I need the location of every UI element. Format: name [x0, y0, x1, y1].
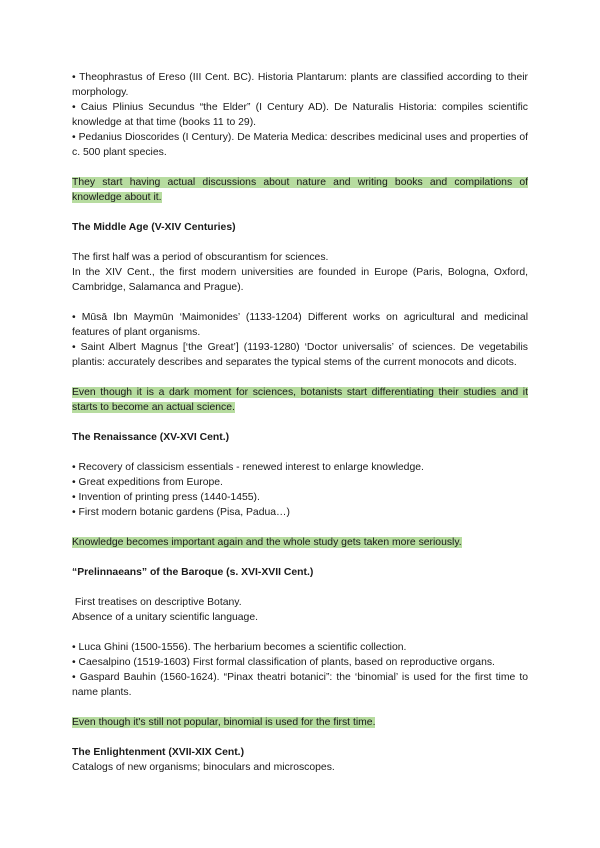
- list-item: • Gaspard Bauhin (1560-1624). “Pinax theatri botanici”: the ‘binomial’ is used for the first time to name plants.: [72, 672, 528, 698]
- paragraph-line: First treatises on descriptive Botany.: [72, 597, 242, 608]
- antiquity-list: [72, 70, 528, 160]
- paragraph-line: In the XIV Cent., the first modern universities are founded in Europe (Paris, Bologna, Oxford, Cambridge, Salamanca and Prague).: [72, 267, 528, 293]
- baroque-list: [72, 640, 528, 700]
- list-item: • Saint Albert Magnus [‘the Great’] (1193-1280) ‘Doctor universalis’ of sciences. De vegetabilis plantis: accurately describes and separates the typical stems of the current monocots and dicots.: [72, 342, 528, 368]
- paragraph-line: The first half was a period of obscurantism for sciences.: [72, 252, 329, 263]
- list-item: • Pedanius Dioscorides (I Century). De Materia Medica: describes medicinal uses and properties of c. 500 plant species.: [72, 132, 528, 158]
- highlight-text: Knowledge becomes important again and the whole study gets taken more seriously.: [72, 537, 462, 548]
- section-heading-enlightenment: The Enlightenment (XVII-XIX Cent.): [72, 747, 245, 758]
- highlight-note: [72, 385, 528, 415]
- paragraph-line: Catalogs of new organisms; binoculars and microscopes.: [72, 762, 335, 773]
- highlight-note: [72, 535, 528, 550]
- renaissance-list: [72, 460, 528, 520]
- list-item: • Recovery of classicism essentials - renewed interest to enlarge knowledge.: [72, 462, 424, 473]
- highlight-note: [72, 175, 528, 205]
- middle-age-list: [72, 310, 528, 370]
- list-item: • Great expeditions from Europe.: [72, 477, 223, 488]
- highlight-text: Even though it is a dark moment for sciences, botanists start differentiating their studies and it starts to become an actual science.: [72, 387, 528, 413]
- list-item: • Mūsā Ibn Maymūn ‘Maimonides’ (1133-1204) Different works on agricultural and medicinal features of plant organisms.: [72, 312, 528, 338]
- list-item: • Caesalpino (1519-1603) First formal classification of plants, based on reproductive organs.: [72, 657, 495, 668]
- list-item: • Luca Ghini (1500-1556). The herbarium becomes a scientific collection.: [72, 642, 407, 653]
- section-heading-baroque: “Prelinnaeans” of the Baroque (s. XVI-XVII Cent.): [72, 567, 314, 578]
- baroque-intro: [72, 595, 528, 625]
- paragraph-line: Absence of a unitary scientific language.: [72, 612, 258, 623]
- highlight-text: Even though it's still not popular, binomial is used for the first time.: [72, 717, 376, 728]
- highlight-note: [72, 715, 528, 730]
- list-item: • Theophrastus of Ereso (III Cent. BC). Historia Plantarum: plants are classified according to their morphology.: [72, 72, 528, 98]
- section-heading-middle-age: The Middle Age (V-XIV Centuries): [72, 222, 236, 233]
- document-page: [72, 70, 528, 775]
- list-item: • Invention of printing press (1440-1455).: [72, 492, 260, 503]
- section-heading-renaissance: The Renaissance (XV-XVI Cent.): [72, 432, 230, 443]
- middle-age-intro: [72, 250, 528, 295]
- list-item: • First modern botanic gardens (Pisa, Padua…): [72, 507, 290, 518]
- list-item: • Caius Plinius Secundus “the Elder” (I Century AD). De Naturalis Historia: compiles scientific knowledge at that time (books 11 to 29).: [72, 102, 528, 128]
- highlight-text: They start having actual discussions about nature and writing books and compilations of knowledge about it.: [72, 177, 528, 203]
